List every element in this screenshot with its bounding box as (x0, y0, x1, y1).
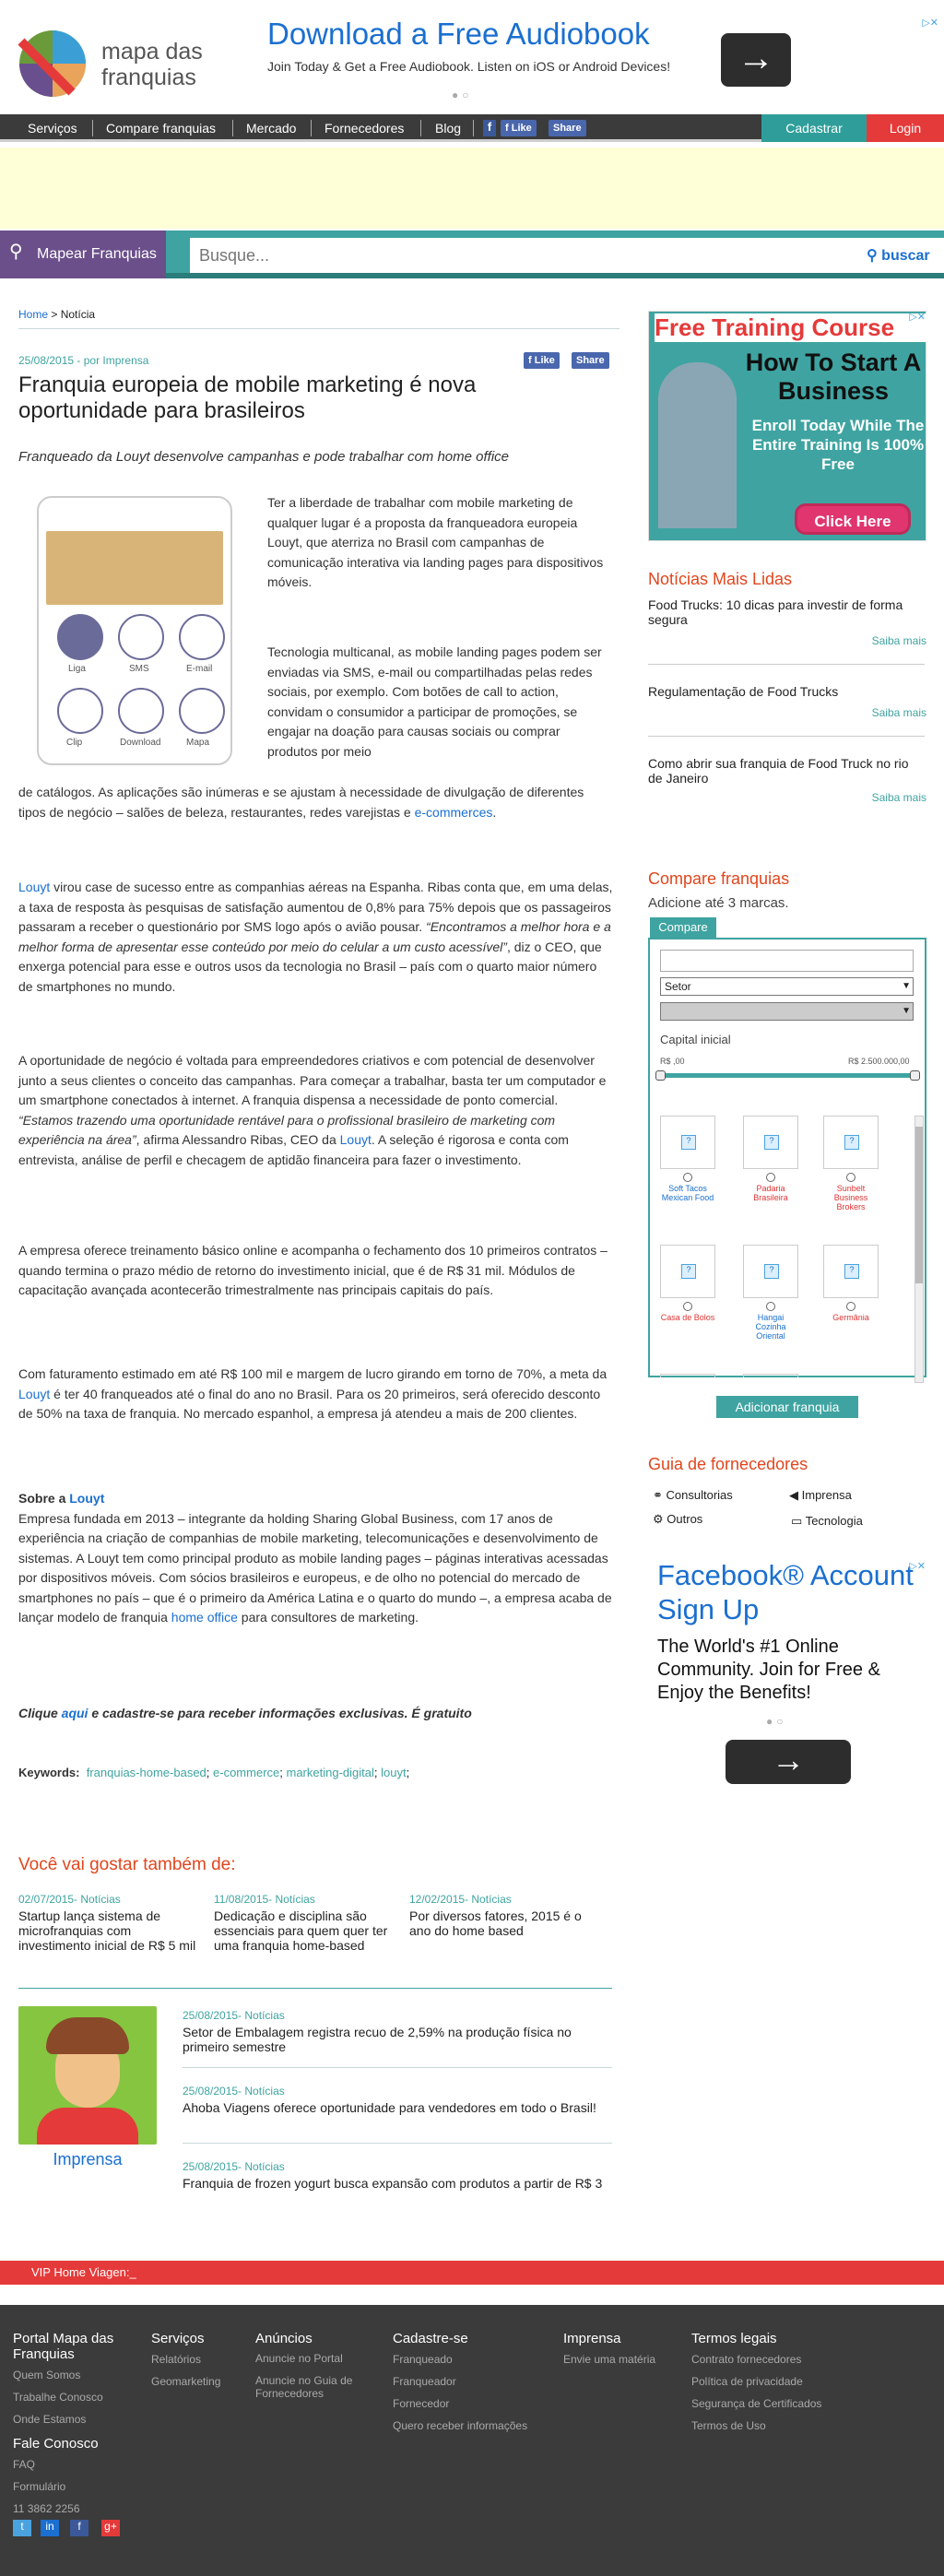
subsetor-select[interactable] (660, 1002, 914, 1021)
ad-arrow-button[interactable]: → (721, 33, 791, 87)
text-span: Empresa fundada em 2013 – integrante da holding Sharing Global Business, com 17 anos de experiência na criação de companhias de mobile marketing, telecomunicações e desenvolvimento de sistemas. A Louyt tem como principal produto as mobile landing pages – páginas interativas acessadas por dispositivos móveis. Com sócios brasileiros e europeus, e de olho no potencial do mercado de smartphones no país – que é o primeiro da América Latina e o quarto do mundo –, a empresa acaba de lançar modelo de franquia (18, 1510, 612, 1625)
brand-item[interactable] (823, 1245, 879, 1322)
nav-share-button[interactable]: Share (549, 120, 586, 136)
footer-col-termos (691, 2331, 857, 2437)
mapear-label: Mapear Franquias (37, 246, 157, 262)
facebook-ad[interactable] (648, 1558, 926, 1789)
search-input[interactable] (190, 238, 944, 273)
ad-text: Enroll Today While The Entire Training Is 100% Free (751, 417, 925, 473)
keyword-tag[interactable]: louyt (381, 1766, 407, 1779)
laptop-icon: ▭ (791, 1514, 803, 1528)
quote: “Encontramos a melhor hora e a melhor forma de apresentar esse conteúdo por meio do celular a um custo acessível” (18, 919, 611, 954)
sobre-section (18, 1489, 613, 1628)
nav-divider (311, 120, 312, 136)
footer-link[interactable]: Segurança de Certificados (691, 2397, 822, 2410)
search-icon: ⚲ (867, 248, 878, 264)
chevron-down-icon: ▼ (902, 981, 911, 991)
sandwich-photo (46, 531, 223, 605)
compare-text-input[interactable] (660, 950, 914, 972)
louyt-link[interactable]: Louyt (339, 1132, 372, 1147)
footer-link[interactable]: Onde Estamos (13, 2413, 87, 2426)
nav-item-compare[interactable]: Compare franquias (106, 121, 217, 136)
footer-link[interactable]: Termos de Uso (691, 2419, 766, 2432)
footer-col-portal (13, 2331, 142, 2520)
facebook-icon[interactable]: f (70, 2520, 88, 2536)
brand-item[interactable] (660, 1116, 715, 1202)
ad-title: Free Training Course (655, 313, 927, 342)
phone-call-icon (57, 614, 103, 660)
breadcrumb-current: Notícia (60, 308, 96, 321)
guia-item-tecnologia[interactable] (791, 1514, 863, 1529)
article-paragraph (18, 1051, 613, 1170)
capital-slider-track[interactable] (660, 1073, 918, 1078)
googleplus-icon[interactable]: g+ (101, 2520, 120, 2536)
phone-label: Liga (68, 664, 86, 674)
site-logo[interactable] (17, 28, 229, 101)
text-span: Clique (18, 1706, 62, 1720)
footer-link[interactable]: Geomarketing (151, 2375, 221, 2388)
ad-heading: How To Start A Business (745, 349, 922, 405)
article-paragraph (18, 1365, 613, 1424)
chevron-down-icon: ▼ (902, 1006, 911, 1016)
related-date: 02/07/2015- Notícias (18, 1893, 121, 1906)
imprensa-label[interactable]: Imprensa (53, 2150, 123, 2168)
brand-name: Germânia (832, 1313, 869, 1322)
linkedin-icon[interactable]: in (41, 2520, 59, 2536)
footer-heading: Portal Mapa das Franquias (13, 2331, 114, 2362)
text-span: de catálogos. As aplicações são inúmeras e se ajustam à necessidade de divulgação de diferentes tipos de negócio – salões de beleza, restaurantes, redes varejistas e (18, 785, 584, 820)
scrollbar-thumb[interactable] (915, 1127, 923, 1283)
tab-compare[interactable]: Compare (650, 917, 716, 938)
nav-item-mercado[interactable]: Mercado (246, 121, 297, 136)
related-title-text: Startup lança sistema de microfranquias com investimento inicial de R$ 5 mil (18, 1908, 196, 1953)
phone-label: Download (120, 738, 161, 748)
related-date: 25/08/2015- Notícias (183, 2085, 285, 2097)
gear-icon: ⚙ (653, 1512, 664, 1526)
footer-col-imprensa (563, 2331, 683, 2370)
brand-radio[interactable] (846, 1173, 856, 1182)
avatar-hair (46, 2017, 129, 2054)
phone-label: SMS (129, 664, 149, 674)
mais-lidas-title: Notícias Mais Lidas (648, 570, 793, 588)
footer-link[interactable]: Relatórios (151, 2353, 202, 2366)
brand-radio[interactable] (683, 1173, 692, 1182)
guia-item-consultorias[interactable] (653, 1488, 733, 1503)
nav-divider (232, 120, 233, 136)
article-meta: 25/08/2015 - por Imprensa (18, 354, 149, 367)
brand-item-partial (660, 1374, 715, 1377)
breadcrumb (18, 308, 95, 321)
text-span: , diz o CEO, que enxerga potencial para esse e outros usos da tecnologia no Brasil – país com o quarto maior número de smartphones no mundo. (18, 939, 602, 994)
footer-col-cadastre (393, 2331, 568, 2437)
related-item[interactable] (409, 1892, 594, 1938)
cta-text (18, 1704, 613, 1724)
related-title-text: Dedicação e disciplina são essenciais para quem quer ter uma franquia home-based (214, 1908, 388, 1953)
brand-logo: ? (743, 1245, 798, 1298)
footer-col-anuncios (255, 2331, 375, 2400)
louyt-link[interactable]: Louyt (69, 1491, 105, 1506)
phone-label: Clip (66, 738, 83, 748)
brand-radio[interactable] (846, 1302, 856, 1311)
mais-lidas-item[interactable]: Food Trucks: 10 dicas para investir de forma segura (648, 597, 903, 627)
top-ad-banner[interactable] (267, 17, 784, 100)
ecommerce-link[interactable]: e-commerces (414, 804, 493, 820)
article-paragraph (18, 878, 613, 997)
brand-logo: ? (660, 1245, 715, 1298)
megaphone-icon: ◀ (789, 1488, 798, 1502)
footer-heading: Termos legais (691, 2331, 777, 2346)
brand-name: Padaria Brasileira (753, 1184, 788, 1202)
search-button-label: buscar (881, 248, 930, 264)
breadcrumb-separator: > (48, 308, 61, 321)
twitter-icon[interactable]: t (13, 2520, 31, 2536)
brand-name: Casa de Bolos (660, 1313, 715, 1322)
breadcrumb-home[interactable]: Home (18, 308, 49, 321)
brand-name: Soft Tacos Mexican Food (661, 1184, 714, 1202)
footer-link[interactable]: Anuncie no Guia de Fornecedores (255, 2374, 353, 2400)
footer-heading: Imprensa (563, 2331, 621, 2346)
related-item[interactable] (18, 1892, 203, 1953)
brand-name: Sunbelt Business Brokers (833, 1184, 868, 1211)
footer-link[interactable]: Formulário (13, 2480, 66, 2493)
nav-divider (92, 120, 93, 136)
nav-item-blog[interactable]: Blog (435, 121, 462, 136)
quote: “Estamos trazendo uma oportunidade rentável para o profissional brasileiro de marketing com experiência na área” (18, 1112, 556, 1147)
text-span: , afirma Alessandro Ribas, CEO da (136, 1132, 340, 1147)
footer-link[interactable]: Quem Somos (13, 2369, 81, 2381)
footer-link[interactable]: Franqueador (393, 2375, 456, 2388)
keyword-tag[interactable]: marketing-digital (286, 1766, 374, 1779)
related-date: 12/02/2015- Notícias (409, 1893, 512, 1906)
avatar-shirt (37, 2108, 138, 2145)
footer-link[interactable]: Política de privacidade (691, 2375, 803, 2388)
imprensa-avatar[interactable] (18, 2006, 157, 2145)
related-date: 25/08/2015- Notícias (183, 2160, 285, 2173)
phone-label: E-mail (186, 664, 213, 674)
text-span: virou case de sucesso entre as companhias aéreas na Espanha. Ribas conta que, em uma delas, a taxa de resposta às pesquisas de satisfação aumentou de 0,8% para 75% depois que os passageiros passaram a receber o questionário por SMS logo após o avião pousar. (18, 880, 613, 934)
home-office-link[interactable]: home office (171, 1610, 238, 1625)
text-span: . A seleção é rigorosa e conta com entrevista, análise de perfil e checagem de aptidão financeira para fazer o investimento. (18, 1132, 569, 1167)
add-franquia-button[interactable]: Adicionar franquia (716, 1396, 858, 1418)
related-title-text: Ahoba Viagens oferece oportunidade para vendedores em todo o Brasil! (183, 2100, 596, 2115)
related-item[interactable] (214, 1892, 398, 1953)
related-title-text: Setor de Embalagem registra recuo de 2,59% na produção física no primeiro semestre (183, 2025, 572, 2054)
guia-label: Tecnologia (805, 1514, 863, 1528)
guia-label: Consultorias (666, 1488, 733, 1502)
text-span: e cadastre-se para receber informações exclusivas. É gratuito (88, 1706, 472, 1720)
brand-logo: ? (823, 1116, 879, 1169)
ad-close-icon[interactable]: ▷✕ (922, 18, 938, 29)
article-share-button[interactable]: Share (572, 352, 609, 369)
map-pin-icon: ⚲ (9, 242, 23, 262)
text-span: é ter 40 franqueados até o final do ano no Brasil. Para os 20 primeiros, será oferecido desconto de 50% na taxa de franquia. No mercado espanhol, a empresa já atendeu a mais de 200 clientes. (18, 1386, 601, 1421)
keywords: Keywords: franquias-home-based; e-commerce; marketing-digital; louyt; (18, 1766, 410, 1779)
related-date: 11/08/2015- Notícias (214, 1893, 315, 1906)
ad-dots: ●○ (766, 1715, 787, 1728)
ad-dots: ●○ (452, 89, 473, 101)
ad-click-button[interactable]: Click Here (795, 503, 911, 535)
louyt-link[interactable]: Louyt (18, 1386, 51, 1401)
footer-col-servicos (151, 2331, 243, 2393)
people-icon: ⚭ (653, 1488, 663, 1502)
footer-link[interactable]: Quero receber informações (393, 2419, 528, 2432)
divider (648, 664, 925, 665)
text-span: para consultores de marketing. (237, 1610, 419, 1625)
related-title-text: Por diversos fatores, 2015 é o ano do home based (409, 1908, 582, 1938)
search-button[interactable] (867, 245, 944, 267)
article-lead: Franqueado da Louyt desenvolve campanhas e pode trabalhar com home office (18, 449, 510, 465)
training-ad[interactable] (648, 311, 926, 541)
logo-icon (17, 28, 88, 100)
article-paragraph: A empresa oferece treinamento básico online e acompanha o fechamento dos 10 primeiros contratos – quando termina o prazo médio de retorno do investimento inicial, que é de R$ 31 mil. Módulos de capacitação avançada acontecerão trimestralmente nas principais capitais do país. (18, 1243, 608, 1297)
capital-label: Capital inicial (660, 1033, 731, 1046)
email-icon (179, 614, 225, 660)
ad-person-image (658, 362, 737, 528)
article-paragraph: de catálogos. As aplicações são inúmeras e se ajustam à necessidade de divulgação de diferentes tipos de negócio – salões de beleza, restaurantes, redes varejistas e e-commerces. (18, 785, 584, 820)
mais-lidas-item[interactable]: Regulamentação de Food Trucks (648, 684, 839, 699)
setor-value: Setor (665, 980, 691, 993)
louyt-link[interactable]: Louyt (18, 880, 51, 894)
related-title-text: Franquia de frozen yogurt busca expansão com produtos a partir de R$ 3 (183, 2176, 603, 2191)
related-row[interactable] (183, 2159, 610, 2191)
brand-item[interactable] (660, 1245, 715, 1322)
saiba-mais-link[interactable]: Saiba mais (871, 706, 926, 719)
ad-arrow-button[interactable]: → (726, 1740, 851, 1784)
article-like-label: Like (534, 355, 555, 366)
nav-like-button[interactable]: f Like (501, 120, 537, 136)
sms-icon (118, 614, 164, 660)
ad-close-icon[interactable]: ▷✕ (909, 1561, 926, 1572)
ad-subtext: Join Today & Get a Free Audiobook. Listen on iOS or Android Devices! (267, 59, 671, 74)
divider (183, 2067, 612, 2068)
brand-logo: ? (823, 1245, 879, 1298)
article-title: Franquia europeia de mobile marketing é nova oportunidade para brasileiros (18, 372, 477, 423)
cta-link[interactable]: aqui (61, 1706, 88, 1720)
ad-subtext: The World's #1 Online Community. Join for Free & Enjoy the Benefits! (657, 1637, 880, 1703)
footer-heading: Serviços (151, 2331, 205, 2346)
nav-divider (473, 120, 474, 136)
vip-bar[interactable]: VIP Home Viagen:_ (0, 2261, 944, 2285)
footer-heading: Cadastre-se (393, 2331, 468, 2346)
compare-title: Compare franquias (648, 869, 790, 888)
footer-phone: 11 3862 2256 (13, 2502, 80, 2515)
footer-link[interactable]: Fornecedor (393, 2397, 450, 2410)
guia-item-outros[interactable] (653, 1512, 702, 1527)
brand-logo: ? (743, 1116, 798, 1169)
article-like-button[interactable]: f Like (524, 352, 560, 369)
phone-illustration (37, 496, 232, 765)
clip-icon (57, 688, 103, 734)
text-span: A oportunidade de negócio é voltada para empreendedores criativos e com potencial de desenvolver junto a seus clientes o conceito das campanhas. Para começar a trabalhar, basta ter um computador e um smartphone conectados à internet. A franquia dispensa a necessidade de ponto comercial. (18, 1053, 607, 1107)
phone-label: Mapa (186, 738, 210, 748)
setor-select[interactable] (660, 977, 914, 996)
mais-lidas-item[interactable]: Como abrir sua franquia de Food Truck no rio de Janeiro (648, 756, 909, 786)
footer-heading: Anúncios (255, 2331, 313, 2346)
divider (18, 328, 620, 329)
nav-like-label: Like (511, 123, 532, 134)
guia-title: Guia de fornecedores (648, 1455, 808, 1473)
article-paragraph: Tecnologia multicanal, as mobile landing pages podem ser enviadas via SMS, e-mail ou compartilhadas pelas redes sociais, por exemplo. Com botões de call to action, convidam o consumidor a participar de promoções, se engajar na doação para causas sociais ou comprar produtos por meio (267, 644, 602, 759)
footer-link[interactable]: Trabalhe Conosco (13, 2391, 103, 2404)
nav-item-servicos[interactable]: Serviços (28, 121, 77, 136)
guia-label: Imprensa (801, 1488, 852, 1502)
related-row[interactable] (183, 2084, 610, 2115)
divider (183, 2143, 612, 2144)
footer-link[interactable]: Contrato fornecedores (691, 2353, 802, 2366)
brand-item[interactable] (743, 1116, 798, 1202)
nav-divider (420, 120, 421, 136)
mapear-franquias-button[interactable] (0, 230, 166, 278)
divider (648, 736, 925, 737)
guia-item-imprensa[interactable] (789, 1488, 852, 1503)
guia-label: Outros (667, 1512, 703, 1526)
brand-item[interactable] (823, 1116, 879, 1211)
related-title: Você vai gostar também de: (18, 1855, 236, 1874)
login-button[interactable]: Login (867, 114, 944, 142)
brand-radio[interactable] (766, 1173, 775, 1182)
brand-item-partial (743, 1374, 798, 1377)
brand-item[interactable] (743, 1245, 798, 1341)
ad-headline[interactable]: Facebook® Account Sign Up (657, 1559, 914, 1625)
footer-heading: Fale Conosco (13, 2436, 99, 2452)
ad-close-icon[interactable]: ▷✕ (909, 312, 926, 323)
brand-radio[interactable] (766, 1302, 775, 1311)
brand-name: Hangai Cozinha Oriental (755, 1313, 786, 1341)
related-row[interactable] (183, 2008, 610, 2054)
ad-headline[interactable]: Download a Free Audiobook (267, 17, 650, 51)
slider-handle-min[interactable] (655, 1070, 666, 1081)
nav-item-fornecedores[interactable]: Fornecedores (324, 121, 405, 136)
footer-link[interactable]: Envie uma matéria (563, 2353, 656, 2366)
divider (18, 1988, 612, 1989)
keyword-tag[interactable]: e-commerce (213, 1766, 280, 1779)
slider-handle-max[interactable] (910, 1070, 920, 1081)
capital-min: R$ ,00 (660, 1057, 685, 1066)
keywords-label: Keywords: (18, 1766, 80, 1779)
capital-max: R$ 2.500.000,00 (848, 1057, 910, 1066)
banner-ad-area (0, 148, 944, 229)
cadastrar-button[interactable]: Cadastrar (761, 114, 867, 142)
download-icon (118, 688, 164, 734)
footer-link[interactable]: FAQ (13, 2458, 36, 2471)
article-paragraph: Ter a liberdade de trabalhar com mobile marketing de qualquer lugar é a proposta da franqueadora europeia Louyt, que aterriza no Brasil com campanhas de comunicação interativa via landing pages para dispositivos móveis. (267, 495, 604, 589)
brand-radio[interactable] (683, 1302, 692, 1311)
logo-text: mapa das franquias (101, 39, 203, 90)
footer-link[interactable]: Anuncie no Portal (255, 2352, 343, 2365)
keyword-tag[interactable]: franquias-home-based (86, 1766, 206, 1779)
saiba-mais-link[interactable]: Saiba mais (871, 634, 926, 647)
related-date: 25/08/2015- Notícias (183, 2009, 285, 2022)
map-icon (179, 688, 225, 734)
sobre-label: Sobre a (18, 1491, 70, 1506)
text-span: Com faturamento estimado em até R$ 100 mil e margem de lucro girando em torno de 70%, a meta da (18, 1366, 608, 1381)
footer-link[interactable]: Franqueado (393, 2353, 453, 2366)
compare-subtitle: Adicione até 3 marcas. (648, 895, 789, 911)
facebook-icon[interactable]: f (483, 120, 496, 136)
brand-logo: ? (660, 1116, 715, 1169)
saiba-mais-link[interactable]: Saiba mais (871, 791, 926, 804)
